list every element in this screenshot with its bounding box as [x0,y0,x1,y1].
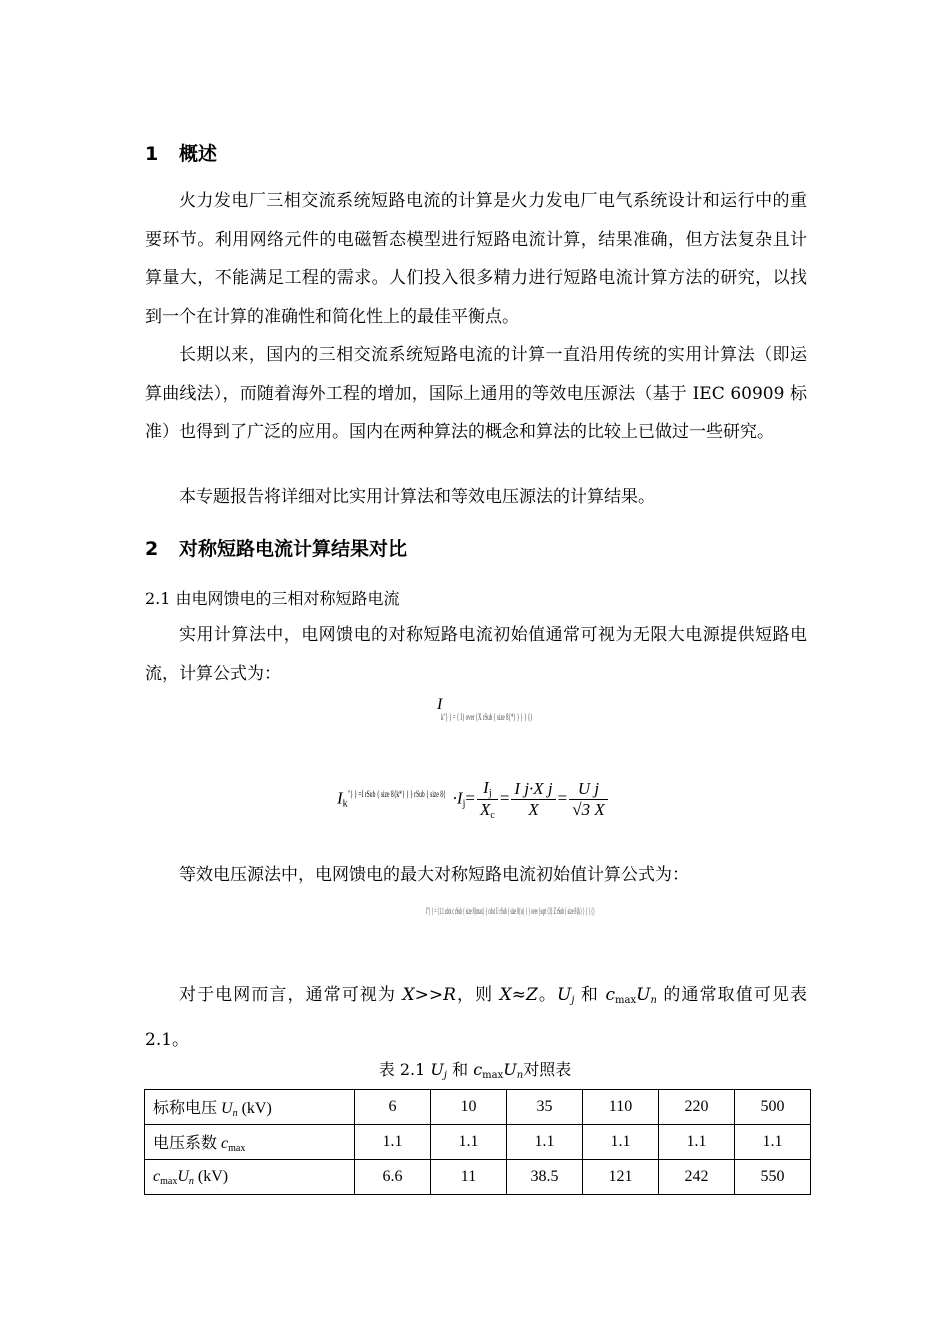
paragraph-6 [145,976,807,1059]
frac1-den-sub: c [490,810,495,821]
table-cell: 1.1 [431,1125,507,1160]
formula-ik: I [337,788,343,808]
table-cell: 1.1 [507,1125,583,1160]
table-cell: 110 [583,1090,659,1125]
row-label [145,1160,355,1195]
row-label-part: n [232,1108,238,1119]
table-cell: 6 [355,1090,431,1125]
frac1-num: I [483,778,489,797]
formula-eq: = [557,788,568,808]
paragraph-3: 本专题报告将详细对比实用计算法和等效电压源法的计算结果。 [179,487,655,507]
caption-sub: j [443,1070,447,1081]
table-row [145,1090,811,1125]
p6-var: X≈Z [499,985,538,1005]
row-label-part: U [221,1100,233,1117]
caption-text: 对照表 [523,1060,572,1079]
caption-var: U [503,1060,517,1079]
caption-var: c [473,1060,483,1079]
p6-text: 。 [537,985,557,1005]
section-title: 对称短路电流计算结果对比 [179,538,408,560]
p6-sub: j [571,995,575,1006]
table-caption [0,1057,950,1081]
row-label-part: 电压系数 [153,1135,222,1152]
row-label [145,1125,355,1160]
table-cell: 35 [507,1090,583,1125]
section-title: 概述 [179,143,218,165]
row-label-part: c [221,1135,229,1152]
table-cell: 1.1 [583,1125,659,1160]
table-cell: 121 [583,1160,659,1195]
caption-var: U [430,1060,444,1079]
formula-eq: = [465,788,475,808]
p6-var: c [605,985,616,1005]
table-cell: 1.1 [735,1125,811,1160]
table-cell: 11 [431,1160,507,1195]
p6-text: 对于电网而言，通常可视为 [179,985,403,1005]
section-number: 1 [145,143,159,165]
p6-var: U [557,985,572,1005]
caption-sub: n [516,1070,524,1081]
section-1-heading [145,139,217,166]
paragraph-2: 长期以来，国内的三相交流系统短路电流的计算一直沿用传统的实用计算法（即运算曲线法），而随着海外工程的增加，国际上通用的等效电压源法（基于 IEC 60909 标准）也得到了广泛的应用。国内在两种算法的概念和算法的比较上已做过一些研究。 [145,345,807,442]
formula-fraction-3 [569,779,607,820]
voltage-factor-table [144,1089,811,1195]
table-cell: 220 [659,1090,735,1125]
table-cell: 500 [735,1090,811,1125]
p6-var: U [636,985,651,1005]
formula-garbled-1-text: k"} } = { I} over {X rSub { size 8{*} } } } {} [441,712,533,722]
row-label-part: 标称电压 [153,1100,222,1117]
section-number: 2 [145,538,159,560]
p6-var: X>>R [402,985,456,1005]
formula-ij-sub: j [462,798,466,810]
caption-text: 表 2.1 [378,1060,431,1079]
row-label-part: (kV) [237,1100,272,1117]
row-label-part: n [188,1175,194,1187]
row-label-part: max [228,1143,246,1154]
table-cell: 242 [659,1160,735,1195]
frac1-num-sub: j [488,788,492,799]
table-cell: 1.1 [355,1125,431,1160]
p6-sub: n [650,995,657,1006]
table-cell: 10 [431,1090,507,1125]
subsection-heading: 2.1 由电网馈电的三相对称短路电流 [145,589,400,608]
table-cell: 1.1 [659,1125,735,1160]
row-label-part: max [160,1175,178,1187]
frac3-den: √3 X [572,800,605,819]
row-label-part: U [177,1167,189,1185]
formula-eq: = [499,788,510,808]
table-row [145,1160,811,1195]
frac2-num: I j·X j [511,779,555,800]
caption-text: 和 [447,1060,474,1079]
formula-garbled-inline: "} } =I rSub { size 8{k*} } } rSub { size 8{ [347,789,446,800]
formula-main [337,778,610,821]
p6-sub: max [615,995,637,1006]
formula-dot: · [452,788,457,808]
row-label-part: c [153,1167,161,1185]
formula-ij: I [456,788,463,808]
paragraph-1: 火力发电厂三相交流系统短路电流的计算是火力发电厂电气系统设计和运行中的重要环节。利用网络元件的电磁暂态模型进行短路电流计算，结果准确，但方法复杂且计算量大，不能满足工程的需求。人们投入很多精力进行短路电流计算方法的研究，以找到一个在计算的准确性和简化性上的最佳平衡点。 [145,191,807,327]
p6-text: ，则 [455,985,500,1005]
table-cell: 6.6 [355,1160,431,1195]
formula-ik-sub: k [342,798,348,810]
caption-sub: max [482,1070,504,1081]
frac1-den: X [479,800,491,819]
formula-symbol: I [437,696,443,713]
paragraph-5: 等效电压源法中，电网馈电的最大对称短路电流初始值计算公式为： [179,865,689,885]
p6-text: 的通常取值可见表 2.1。 [145,985,808,1050]
row-label [145,1090,355,1125]
frac3-num: U j [569,779,607,800]
frac2-den: X [528,800,539,819]
table-cell: 550 [735,1160,811,1195]
table-row [145,1125,811,1160]
formula-garbled-2: I"} } = {1.1 cdot c rSub { size 8{max} } cdot U rSub { size 8{n} } } over {sqrt {3} Z rSub { size 8{k} } } } {} [426,906,595,916]
section-2-heading [145,534,407,561]
row-label-part: (kV) [193,1167,229,1185]
p6-text: 和 [574,985,606,1005]
formula-fraction-1 [477,778,498,821]
formula-fraction-2 [511,779,555,820]
table-cell: 38.5 [507,1160,583,1195]
paragraph-4: 实用计算法中，电网馈电的对称短路电流初始值通常可视为无限大电源提供短路电流，计算公式为： [145,625,807,684]
